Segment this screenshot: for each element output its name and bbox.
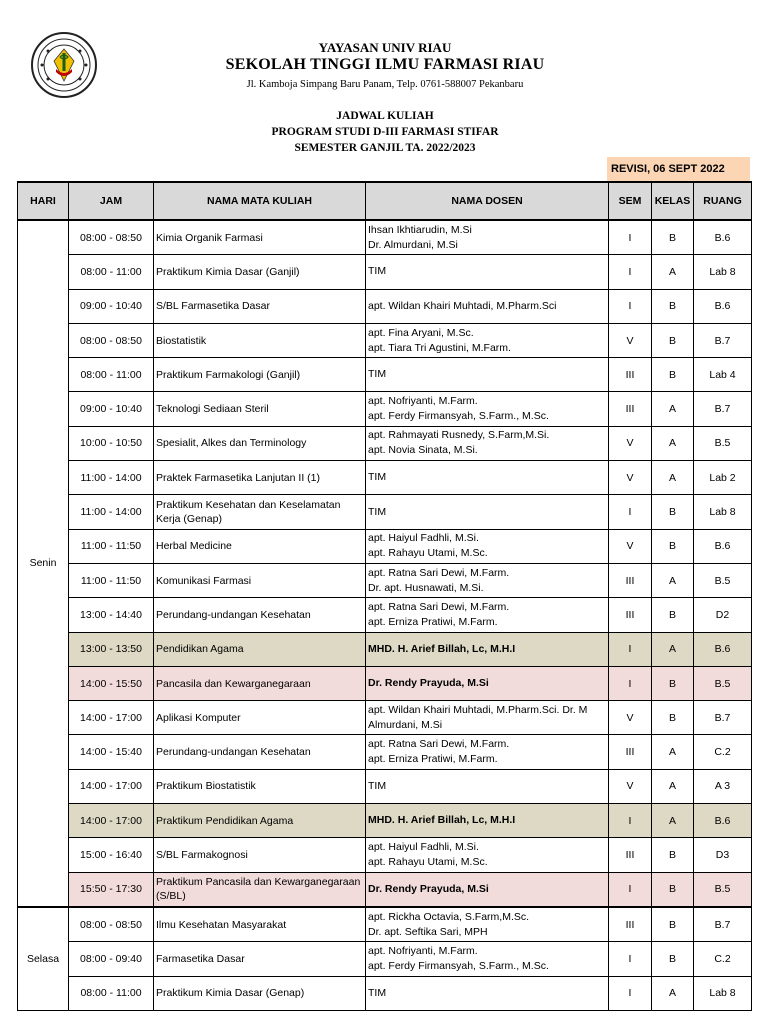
school-name: SEKOLAH TINGGI ILMU FARMASI RIAU [225,56,545,73]
semester-cell: III [609,735,652,769]
course-cell: Praktek Farmasetika Lanjutan II (1) [154,461,366,495]
course-cell: S/BL Farmakognosi [154,838,366,872]
course-cell: Teknologi Sediaan Steril [154,392,366,426]
time-cell: 08:00 - 11:00 [69,976,154,1010]
class-cell: A [652,461,694,495]
class-cell: B [652,529,694,563]
class-cell: B [652,701,694,735]
course-cell: Kimia Organik Farmasi [154,220,366,255]
lecturer-name: TIM [368,368,387,381]
school-crest-icon [30,31,98,99]
lecturer-name: TIM [368,265,387,278]
room-cell: D2 [694,598,752,632]
lecturer-cell [366,838,609,872]
table-row [18,220,752,255]
time-cell: 11:00 - 14:00 [69,495,154,529]
table-row [18,804,752,838]
semester-cell: III [609,392,652,426]
time-cell: 13:00 - 13:50 [69,632,154,666]
room-cell: D3 [694,838,752,872]
lecturer-name: TIM [368,471,387,484]
time-cell: 09:00 - 10:40 [69,392,154,426]
col-header-jam: JAM [69,182,154,220]
time-cell: 08:00 - 08:50 [69,220,154,255]
semester-cell: III [609,838,652,872]
room-cell: B.5 [694,666,752,700]
lecturer-cell [366,666,609,700]
semester-cell: I [609,632,652,666]
lecturer-cell [366,804,609,838]
time-cell: 14:00 - 17:00 [69,769,154,803]
lecturer-name: TIM [368,505,387,518]
lecturer-name: apt. Nofriyanti, M.Farm. [368,944,478,957]
time-cell: 13:00 - 14:40 [69,598,154,632]
semester-cell: V [609,323,652,357]
lecturer-cell [366,563,609,597]
table-row [18,358,752,392]
table-row [18,735,752,769]
room-cell: Lab 8 [694,976,752,1010]
semester-cell: III [609,563,652,597]
class-cell: B [652,220,694,255]
lecturer-cell [366,598,609,632]
table-row [18,289,752,323]
table-header-row [18,182,752,220]
class-cell: A [652,426,694,460]
lecturer-cell [366,735,609,769]
table-row [18,392,752,426]
semester-cell: I [609,976,652,1010]
course-cell: Farmasetika Dasar [154,942,366,976]
class-cell: B [652,495,694,529]
course-cell: Praktikum Pendidikan Agama [154,804,366,838]
lecturer-name: apt. Rickha Octavia, S.Farm,M.Sc. [368,910,530,923]
room-cell: B.5 [694,426,752,460]
time-cell: 08:00 - 11:00 [69,255,154,289]
lecturer-name: apt. Wildan Khairi Muhtadi, M.Pharm.Sci [368,299,557,312]
lecturer-name: apt. Fina Aryani, M.Sc. [368,326,474,339]
lecturer-name: apt. Erniza Pratiwi, M.Farm. [368,615,498,628]
course-cell: Praktikum Kesehatan dan Keselamatan Kerja (Genap) [154,495,366,529]
lecturer-cell [366,392,609,426]
lecturer-name: apt. Nofriyanti, M.Farm. [368,395,478,408]
lecturer-name: TIM [368,986,387,999]
course-cell: Biostatistik [154,323,366,357]
room-cell: B.6 [694,529,752,563]
table-row [18,769,752,803]
table-row [18,529,752,563]
class-cell: A [652,804,694,838]
class-cell: B [652,838,694,872]
semester-cell: I [609,872,652,907]
class-cell: B [652,289,694,323]
class-cell: A [652,632,694,666]
day-cell: Senin [18,220,69,907]
lecturer-name: apt. Rahayu Utami, M.Sc. [368,547,488,560]
schedule-table [17,181,752,1011]
lecturer-name: apt. Ferdy Firmansyah, S.Farm., M.Sc. [368,959,549,972]
lecturer-cell [366,220,609,255]
col-header-ruang: RUANG [694,182,752,220]
foundation-name: YAYASAN UNIV RIAU [318,40,452,55]
room-cell: Lab 8 [694,255,752,289]
room-cell: B.7 [694,907,752,942]
class-cell: B [652,872,694,907]
semester-cell: I [609,220,652,255]
course-cell: Praktikum Farmakologi (Ganjil) [154,358,366,392]
table-row [18,461,752,495]
time-cell: 08:00 - 08:50 [69,907,154,942]
lecturer-name: MHD. H. Arief Billah, Lc, M.H.I [368,814,516,827]
lecturer-name: apt. Haiyul Fadhli, M.Si. [368,532,479,545]
lecturer-name: apt. Ratna Sari Dewi, M.Farm. [368,600,510,613]
semester-cell: III [609,907,652,942]
course-cell: S/BL Farmasetika Dasar [154,289,366,323]
semester-cell: V [609,426,652,460]
doc-program: PROGRAM STUDI D-III FARMASI STIFAR [271,126,499,138]
col-header-kelas: KELAS [652,182,694,220]
course-cell: Herbal Medicine [154,529,366,563]
course-cell: Ilmu Kesehatan Masyarakat [154,907,366,942]
lecturer-name: apt. Haiyul Fadhli, M.Si. [368,840,479,853]
time-cell: 08:00 - 08:50 [69,323,154,357]
lecturer-cell [366,942,609,976]
lecturer-cell [366,358,609,392]
lecturer-cell [366,255,609,289]
col-header-sem: SEM [609,182,652,220]
course-cell: Komunikasi Farmasi [154,563,366,597]
class-cell: B [652,323,694,357]
lecturer-name: apt. Tiara Tri Agustini, M.Farm. [368,341,511,354]
table-row [18,598,752,632]
course-cell: Praktikum Pancasila dan Kewarganegaraan (S/BL) [154,872,366,907]
class-cell: A [652,735,694,769]
table-row [18,838,752,872]
room-cell: C.2 [694,942,752,976]
time-cell: 14:00 - 15:40 [69,735,154,769]
table-row [18,426,752,460]
class-cell: A [652,563,694,597]
lecturer-name: apt. Rahmayati Rusnedy, S.Farm,M.Si. [368,429,550,442]
lecturer-name: Dr. Rendy Prayuda, M.Si [368,677,489,689]
semester-cell: V [609,529,652,563]
time-cell: 14:00 - 15:50 [69,666,154,700]
course-cell: Perundang-undangan Kesehatan [154,598,366,632]
room-cell: Lab 8 [694,495,752,529]
room-cell: Lab 2 [694,461,752,495]
lecturer-cell [366,495,609,529]
course-cell: Aplikasi Komputer [154,701,366,735]
col-header-dosen: NAMA DOSEN [366,182,609,220]
room-cell: B.7 [694,392,752,426]
semester-cell: I [609,666,652,700]
semester-cell: I [609,942,652,976]
day-cell: Selasa [18,907,69,1010]
table-row [18,495,752,529]
room-cell: B.5 [694,563,752,597]
lecturer-name: Dr. Rendy Prayuda, M.Si [368,882,489,895]
lecturer-cell [366,426,609,460]
revision-label: REVISI, 06 SEPT 2022 [607,157,750,181]
semester-cell: V [609,461,652,495]
course-cell: Pancasila dan Kewarganegaraan [154,666,366,700]
room-cell: B.7 [694,701,752,735]
time-cell: 11:00 - 11:50 [69,529,154,563]
course-cell: Praktikum Kimia Dasar (Genap) [154,976,366,1010]
time-cell: 08:00 - 11:00 [69,358,154,392]
lecturer-cell [366,529,609,563]
semester-cell: III [609,598,652,632]
lecturer-name: Ihsan Ikhtiarudin, M.Si [368,223,472,236]
lecturer-name: apt. Ratna Sari Dewi, M.Farm. [368,566,510,579]
room-cell: Lab 4 [694,358,752,392]
semester-cell: I [609,255,652,289]
semester-cell: III [609,358,652,392]
lecturer-cell [366,907,609,942]
lecturer-name: TIM [368,779,387,792]
time-cell: 11:00 - 14:00 [69,461,154,495]
table-row [18,942,752,976]
table-row [18,666,752,700]
semester-cell: I [609,289,652,323]
doc-semester: SEMESTER GANJIL TA. 2022/2023 [294,142,476,154]
class-cell: B [652,942,694,976]
course-cell: Praktikum Kimia Dasar (Ganjil) [154,255,366,289]
table-row [18,323,752,357]
table-row [18,255,752,289]
lecturer-name: apt. Rahayu Utami, M.Sc. [368,855,488,868]
semester-cell: V [609,769,652,803]
time-cell: 14:00 - 17:00 [69,804,154,838]
time-cell: 14:00 - 17:00 [69,701,154,735]
lecturer-name: apt. Erniza Pratiwi, M.Farm. [368,753,498,766]
course-cell: Praktikum Biostatistik [154,769,366,803]
class-cell: A [652,976,694,1010]
lecturer-name: Dr. Almurdani, M.Si [368,238,458,251]
semester-cell: V [609,701,652,735]
lecturer-cell [366,769,609,803]
lecturer-cell [366,632,609,666]
time-cell: 09:00 - 10:40 [69,289,154,323]
course-cell: Perundang-undangan Kesehatan [154,735,366,769]
room-cell: B.6 [694,632,752,666]
room-cell: C.2 [694,735,752,769]
class-cell: B [652,358,694,392]
lecturer-cell [366,976,609,1010]
room-cell: B.7 [694,323,752,357]
time-cell: 15:00 - 16:40 [69,838,154,872]
lecturer-name: MHD. H. Arief Billah, Lc, M.H.I [368,642,516,655]
room-cell: B.6 [694,804,752,838]
class-cell: A [652,769,694,803]
table-row [18,872,752,907]
semester-cell: I [609,495,652,529]
table-row [18,632,752,666]
time-cell: 11:00 - 11:50 [69,563,154,597]
room-cell: B.6 [694,220,752,255]
lecturer-name: Dr. apt. Seftika Sari, MPH [368,925,488,938]
lecturer-cell [366,289,609,323]
course-cell: Pendidikan Agama [154,632,366,666]
course-cell: Spesialit, Alkes dan Terminology [154,426,366,460]
lecturer-name: apt. Ratna Sari Dewi, M.Farm. [368,738,510,751]
class-cell: A [652,392,694,426]
table-row [18,907,752,942]
lecturer-cell [366,323,609,357]
school-address: Jl. Kamboja Simpang Baru Panam, Telp. 0761-588007 Pekanbaru [246,79,524,90]
lecturer-cell [366,701,609,735]
time-cell: 15:50 - 17:30 [69,872,154,907]
table-row [18,563,752,597]
room-cell: B.5 [694,872,752,907]
col-header-mata-kuliah: NAMA MATA KULIAH [154,182,366,220]
lecturer-name: Dr. apt. Husnawati, M.Si. [368,581,484,594]
class-cell: B [652,666,694,700]
room-cell: A 3 [694,769,752,803]
doc-title: JADWAL KULIAH [336,110,434,122]
lecturer-name: apt. Wildan Khairi Muhtadi, M.Pharm.Sci. Dr. M Almurdani, M.Si [368,703,588,731]
table-row [18,701,752,735]
room-cell: B.6 [694,289,752,323]
lecturer-cell [366,461,609,495]
class-cell: A [652,255,694,289]
time-cell: 08:00 - 09:40 [69,942,154,976]
semester-cell: I [609,804,652,838]
table-row [18,976,752,1010]
col-header-hari: HARI [18,182,69,220]
lecturer-cell [366,872,609,907]
time-cell: 10:00 - 10:50 [69,426,154,460]
lecturer-name: apt. Ferdy Firmansyah, S.Farm., M.Sc. [368,410,549,423]
class-cell: B [652,907,694,942]
class-cell: B [652,598,694,632]
lecturer-name: apt. Novia Sinata, M.Si. [368,444,478,457]
